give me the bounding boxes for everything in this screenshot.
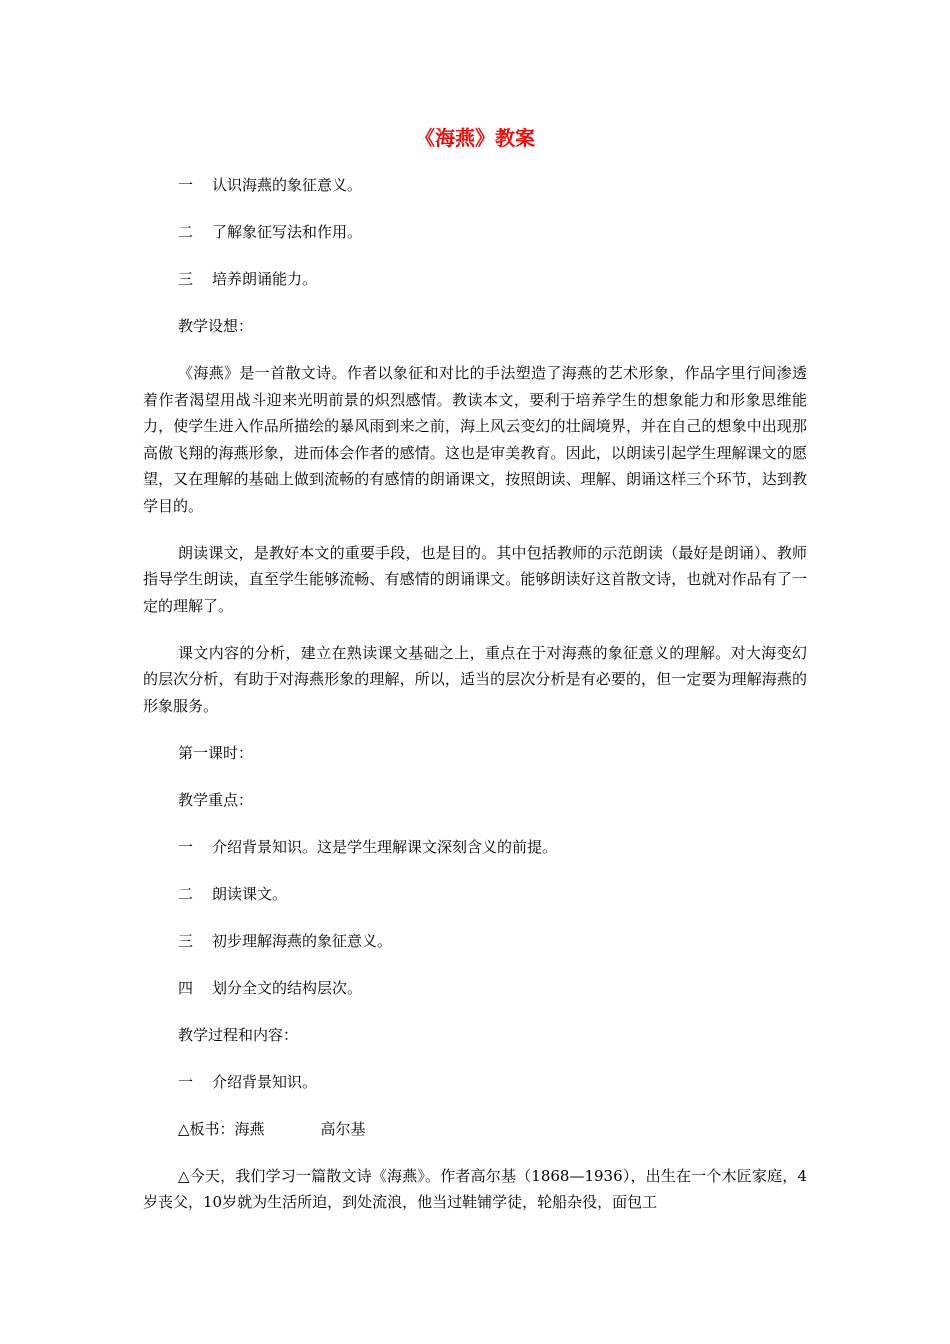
focus-item (143, 975, 807, 1002)
focus-item (143, 928, 807, 955)
focus-number: 三 (178, 931, 194, 950)
process-text: 介绍背景知识。 (212, 1072, 318, 1091)
process-number: 一 (178, 1072, 194, 1091)
goal-item (143, 172, 807, 199)
focus-text: 朗读课文。 (212, 884, 288, 903)
process-item (143, 1069, 807, 1096)
document-title: 《海燕》教案 (415, 126, 535, 150)
focus-text: 初步理解海燕的象征意义。 (212, 931, 393, 950)
goal-number: 一 (178, 176, 194, 194)
focus-number: 一 (178, 837, 194, 856)
focus-heading: 教学重点： (178, 790, 254, 809)
board-author: 高尔基 (320, 1119, 366, 1138)
focus-text: 介绍背景知识。这是学生理解课文深刻含义的前提。 (212, 837, 558, 856)
goal-number: 二 (178, 223, 194, 241)
focus-number: 二 (178, 884, 194, 903)
process-heading: 教学过程和内容： (178, 1025, 299, 1044)
focus-text: 划分全文的结构层次。 (212, 978, 363, 997)
goal-text: 认识海燕的象征意义。 (212, 176, 363, 194)
document-body (143, 172, 807, 1236)
design-heading: 教学设想： (178, 317, 254, 335)
board-label: △板书：海燕 (178, 1119, 265, 1138)
board-line (143, 1116, 807, 1143)
focus-number: 四 (178, 978, 194, 997)
lesson-heading: 第一课时： (178, 743, 254, 762)
goal-text: 培养朗诵能力。 (212, 270, 318, 288)
closing-paragraph: △今天，我们学习一篇散文诗《海燕》。作者高尔基（1868—1936），出生在一个木匠家庭，4岁丧父，10岁就为生活所迫，到处流浪，他当过鞋铺学徒，轮船杂役，面包工 (143, 1166, 807, 1211)
focus-item (143, 834, 807, 861)
goal-text: 了解象征写法和作用。 (212, 223, 363, 241)
design-paragraph: 朗读课文，是教好本文的重要手段，也是目的。其中包括教师的示范朗读（最好是朗诵）、教师指导学生朗读，直至学生能够流畅、有感情的朗诵课文。能够朗读好这首散文诗，也就对作品有了一定的理解了。 (143, 543, 807, 615)
goal-item (143, 266, 807, 293)
goal-number: 三 (178, 270, 194, 288)
design-paragraph: 课文内容的分析，建立在熟读课文基础之上，重点在于对海燕的象征意义的理解。对大海变幻的层次分析，有助于对海燕形象的理解，所以，适当的层次分析是有必要的，但一定要为理解海燕的形象服务。 (143, 643, 807, 715)
goal-item (143, 219, 807, 246)
design-paragraph: 《海燕》是一首散文诗。作者以象征和对比的手法塑造了海燕的艺术形象，作品字里行间渗透着作者渴望用战斗迎来光明前景的炽烈感情。教读本文，要利于培养学生的想象能力和形象思维能力，使学生进入作品所描绘的暴风雨到来之前，海上风云变幻的壮阔境界，并在自己的想象中出现那高傲飞翔的海燕形象，进而体会作者的感情。这也是审美教育。因此，以朗读引起学生理解课文的愿望，又在理解的基础上做到流畅的有感情的朗诵课文，按照朗读、理解、朗诵这样三个环节，达到教学目的。 (143, 364, 807, 515)
focus-item (143, 881, 807, 908)
